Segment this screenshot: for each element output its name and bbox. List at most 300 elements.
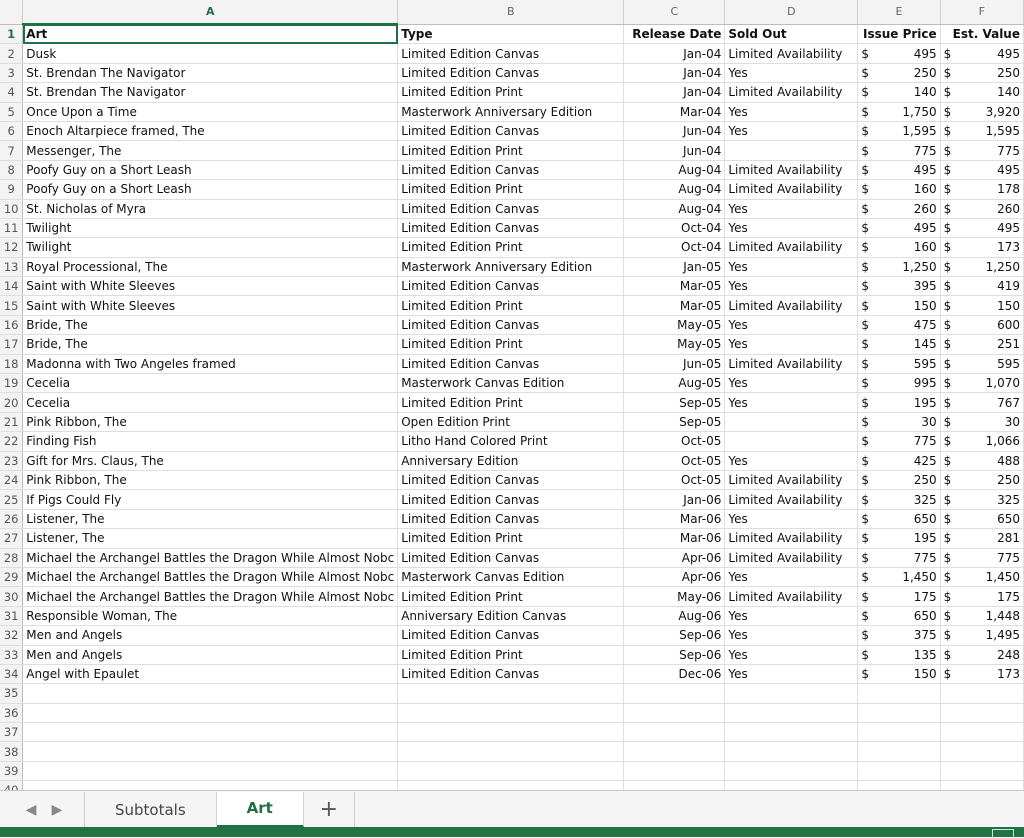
cell-type[interactable]: Limited Edition Print [398,393,624,412]
cell-est-value[interactable] [940,626,1023,645]
cell-issue-price[interactable] [858,567,940,586]
cell-issue-price[interactable] [858,180,940,199]
row-header[interactable]: 17 [0,335,23,354]
cell-est-value[interactable] [940,374,1023,393]
cell-release-date[interactable]: May-05 [624,315,725,334]
row-header[interactable]: 6 [0,121,23,140]
cell-art[interactable]: Twilight [23,238,398,257]
cell-est-value[interactable] [940,587,1023,606]
cell-release-date[interactable]: Aug-04 [624,199,725,218]
cell-release-date[interactable]: Sep-05 [624,412,725,431]
cell-issue-price[interactable] [858,354,940,373]
row-header[interactable]: 27 [0,529,23,548]
empty-cell[interactable] [725,723,858,742]
cell-issue-price[interactable] [858,470,940,489]
row-header[interactable]: 5 [0,102,23,121]
cell-art[interactable]: Michael the Archangel Battles the Dragon While Almost Nobc [23,587,398,606]
empty-cell[interactable] [858,703,940,722]
cell-issue-price[interactable] [858,63,940,82]
cell-type[interactable]: Limited Edition Canvas [398,470,624,489]
add-sheet-button[interactable]: + [304,792,355,828]
cell-release-date[interactable]: Sep-06 [624,626,725,645]
cell-type[interactable]: Limited Edition Print [398,141,624,160]
cell-sold-out[interactable]: Yes [725,218,858,237]
cell-sold-out[interactable]: Limited Availability [725,470,858,489]
cell-issue-price[interactable] [858,626,940,645]
cell-release-date[interactable]: Oct-05 [624,451,725,470]
cell-type[interactable]: Limited Edition Canvas [398,218,624,237]
column-header-a[interactable]: A [23,0,398,24]
cell-type[interactable]: Limited Edition Canvas [398,664,624,683]
cell-sold-out[interactable]: Limited Availability [725,180,858,199]
empty-cell[interactable] [940,761,1023,780]
cell-issue-price[interactable] [858,606,940,625]
cell-sold-out[interactable]: Limited Availability [725,83,858,102]
cell-sold-out[interactable]: Limited Availability [725,529,858,548]
cell-art[interactable]: Men and Angels [23,626,398,645]
cell-release-date[interactable]: Aug-04 [624,160,725,179]
cell-art[interactable]: Madonna with Two Angeles framed [23,354,398,373]
cell-sold-out[interactable]: Yes [725,63,858,82]
currency-value [944,219,1020,237]
cell-issue-price[interactable] [858,664,940,683]
cell-est-value[interactable] [940,548,1023,567]
row-header[interactable]: 16 [0,315,23,334]
cell-est-value[interactable] [940,63,1023,82]
cell-art[interactable]: Finding Fish [23,432,398,451]
empty-cell[interactable] [624,761,725,780]
cell-issue-price[interactable] [858,218,940,237]
cell-issue-price[interactable] [858,296,940,315]
currency-value [861,355,936,373]
cell-type[interactable]: Limited Edition Canvas [398,160,624,179]
cell-issue-price[interactable] [858,335,940,354]
cell-issue-price[interactable] [858,451,940,470]
cell-issue-price[interactable] [858,238,940,257]
cell-art[interactable]: Pink Ribbon, The [23,470,398,489]
cell-est-value[interactable] [940,509,1023,528]
empty-cell[interactable] [398,742,624,761]
currency-value [861,568,936,586]
cell-art[interactable]: Once Upon a Time [23,102,398,121]
cell-issue-price[interactable] [858,412,940,431]
cell-release-date[interactable]: Mar-04 [624,102,725,121]
cell-sold-out[interactable]: Yes [725,121,858,140]
cell-art[interactable]: Pink Ribbon, The [23,412,398,431]
cell-est-value[interactable] [940,432,1023,451]
cell-type[interactable]: Masterwork Canvas Edition [398,374,624,393]
row-header[interactable]: 19 [0,374,23,393]
cell-type[interactable]: Limited Edition Print [398,645,624,664]
amount: 419 [997,279,1020,294]
column-header-c[interactable]: C [624,0,725,24]
cell-est-value[interactable] [940,354,1023,373]
header-sold-out[interactable]: Sold Out [725,24,858,44]
row-header[interactable]: 3 [0,63,23,82]
cell-type[interactable]: Limited Edition Canvas [398,277,624,296]
row-header[interactable]: 11 [0,218,23,237]
row-header[interactable]: 14 [0,277,23,296]
cell-art[interactable]: Messenger, The [23,141,398,160]
empty-cell[interactable] [23,723,398,742]
cell-type[interactable]: Masterwork Anniversary Edition [398,102,624,121]
cell-issue-price[interactable] [858,374,940,393]
cell-type[interactable]: Limited Edition Canvas [398,626,624,645]
cell-sold-out[interactable]: Limited Availability [725,160,858,179]
cell-est-value[interactable] [940,490,1023,509]
empty-cell[interactable] [940,684,1023,703]
cell-est-value[interactable] [940,529,1023,548]
row-header[interactable]: 34 [0,664,23,683]
row-header[interactable]: 29 [0,567,23,586]
row-header[interactable]: 37 [0,723,23,742]
empty-cell[interactable] [23,742,398,761]
cell-release-date[interactable]: Sep-06 [624,645,725,664]
cell-sold-out[interactable]: Yes [725,315,858,334]
row-header[interactable]: 18 [0,354,23,373]
cell-sold-out[interactable]: Yes [725,626,858,645]
cell-issue-price[interactable] [858,257,940,276]
cell-est-value[interactable] [940,296,1023,315]
cell-est-value[interactable] [940,141,1023,160]
row-header[interactable]: 1 [0,24,23,44]
cell-est-value[interactable] [940,335,1023,354]
cell-issue-price[interactable] [858,83,940,102]
cell-sold-out[interactable]: Yes [725,257,858,276]
cell-type[interactable]: Limited Edition Canvas [398,44,624,63]
empty-cell[interactable] [940,703,1023,722]
empty-cell[interactable] [858,742,940,761]
cell-sold-out[interactable]: Yes [725,374,858,393]
cell-est-value[interactable] [940,121,1023,140]
empty-cell[interactable] [23,703,398,722]
cell-release-date[interactable]: May-06 [624,587,725,606]
cell-type[interactable]: Limited Edition Print [398,587,624,606]
empty-cell[interactable] [940,742,1023,761]
cell-sold-out[interactable]: Yes [725,567,858,586]
cell-art[interactable]: St. Brendan The Navigator [23,83,398,102]
cell-art[interactable]: Twilight [23,218,398,237]
cell-sold-out[interactable]: Limited Availability [725,548,858,567]
row-header[interactable]: 4 [0,83,23,102]
cell-sold-out[interactable]: Limited Availability [725,587,858,606]
cell-release-date[interactable]: Aug-05 [624,374,725,393]
row-header[interactable]: 15 [0,296,23,315]
cell-est-value[interactable] [940,277,1023,296]
empty-cell[interactable] [398,761,624,780]
cell-art[interactable]: Cecelia [23,393,398,412]
cell-type[interactable]: Limited Edition Print [398,296,624,315]
cell-type[interactable]: Limited Edition Print [398,83,624,102]
cell-issue-price[interactable] [858,490,940,509]
currency-symbol: $ [861,143,869,158]
row-header[interactable]: 10 [0,199,23,218]
cell-type[interactable]: Limited Edition Canvas [398,490,624,509]
empty-cell[interactable] [725,761,858,780]
row-header[interactable]: 12 [0,238,23,257]
row-header[interactable]: 30 [0,587,23,606]
cell-sold-out[interactable] [725,432,858,451]
cell-type[interactable]: Limited Edition Canvas [398,121,624,140]
cell-type[interactable]: Limited Edition Print [398,180,624,199]
empty-cell[interactable] [624,723,725,742]
row-header[interactable]: 21 [0,412,23,431]
cell-sold-out[interactable]: Limited Availability [725,296,858,315]
cell-est-value[interactable] [940,44,1023,63]
empty-cell[interactable] [398,684,624,703]
cell-issue-price[interactable] [858,141,940,160]
row-header[interactable]: 7 [0,141,23,160]
row-header[interactable]: 33 [0,645,23,664]
next-sheet-icon[interactable]: ▶ [51,801,63,818]
cell-release-date[interactable]: Oct-04 [624,218,725,237]
cell-art[interactable]: Michael the Archangel Battles the Dragon While Almost Nobc [23,567,398,586]
empty-cell[interactable] [940,723,1023,742]
empty-cell[interactable] [624,742,725,761]
cell-art[interactable]: St. Nicholas of Myra [23,199,398,218]
row-header[interactable]: 24 [0,470,23,489]
header-art[interactable]: Art [23,24,398,44]
row-header[interactable]: 13 [0,257,23,276]
currency-symbol: $ [943,221,952,236]
cell-release-date[interactable]: Mar-05 [624,296,725,315]
cell-release-date[interactable]: Apr-06 [624,567,725,586]
column-header-f[interactable]: F [940,0,1023,24]
row-header[interactable]: 25 [0,490,23,509]
cell-release-date[interactable]: May-05 [624,335,725,354]
cell-release-date[interactable]: Mar-06 [624,529,725,548]
cell-issue-price[interactable] [858,44,940,63]
cell-art[interactable]: Poofy Guy on a Short Leash [23,180,398,199]
cell-release-date[interactable]: Aug-04 [624,180,725,199]
select-all-corner[interactable] [0,0,23,24]
currency-value [944,142,1020,160]
cell-sold-out[interactable] [725,412,858,431]
row-header[interactable]: 9 [0,180,23,199]
cell-release-date[interactable]: Oct-04 [624,238,725,257]
cell-art[interactable]: Saint with White Sleeves [23,277,398,296]
cell-issue-price[interactable] [858,587,940,606]
empty-cell[interactable] [858,684,940,703]
column-header-b[interactable]: B [398,0,624,24]
cell-type[interactable]: Masterwork Anniversary Edition [398,257,624,276]
cell-est-value[interactable] [940,83,1023,102]
cell-sold-out[interactable]: Yes [725,102,858,121]
cell-art[interactable]: If Pigs Could Fly [23,490,398,509]
cell-sold-out[interactable]: Yes [725,199,858,218]
cell-est-value[interactable] [940,451,1023,470]
cell-release-date[interactable]: Dec-06 [624,664,725,683]
amount: 250 [997,473,1020,488]
column-header-d[interactable]: D [725,0,858,24]
cell-type[interactable]: Anniversary Edition Canvas [398,606,624,625]
empty-cell[interactable] [858,761,940,780]
cell-issue-price[interactable] [858,645,940,664]
cell-art[interactable]: Royal Processional, The [23,257,398,276]
cell-est-value[interactable] [940,664,1023,683]
cell-art[interactable]: Bride, The [23,335,398,354]
row-header[interactable]: 2 [0,44,23,63]
cell-type[interactable]: Limited Edition Canvas [398,509,624,528]
cell-art[interactable]: Listener, The [23,509,398,528]
cell-release-date[interactable]: Jan-04 [624,44,725,63]
cell-release-date[interactable]: Jun-04 [624,141,725,160]
row-header[interactable]: 39 [0,761,23,780]
cell-art[interactable]: Bride, The [23,315,398,334]
table-row [0,626,1024,645]
empty-cell[interactable] [858,723,940,742]
row-header[interactable]: 32 [0,626,23,645]
row-header[interactable]: 36 [0,703,23,722]
row-header[interactable]: 20 [0,393,23,412]
cell-art[interactable]: Angel with Epaulet [23,664,398,683]
cell-sold-out[interactable]: Yes [725,277,858,296]
cell-sold-out[interactable]: Yes [725,509,858,528]
cell-art[interactable]: Listener, The [23,529,398,548]
cell-art[interactable]: Poofy Guy on a Short Leash [23,160,398,179]
cell-issue-price[interactable] [858,509,940,528]
cell-art[interactable]: Enoch Altarpiece framed, The [23,121,398,140]
cell-est-value[interactable] [940,180,1023,199]
row-header[interactable]: 31 [0,606,23,625]
cell-release-date[interactable]: Jan-04 [624,63,725,82]
cell-art[interactable]: Responsible Woman, The [23,606,398,625]
header-release-date[interactable]: Release Date [624,24,725,44]
cell-est-value[interactable] [940,470,1023,489]
page-layout-view-icon[interactable] [992,829,1014,838]
row-header[interactable]: 28 [0,548,23,567]
row-header[interactable]: 35 [0,684,23,703]
cell-est-value[interactable] [940,606,1023,625]
amount: 475 [913,318,937,333]
empty-cell[interactable] [624,684,725,703]
empty-cell[interactable] [725,703,858,722]
cell-release-date[interactable]: Jun-04 [624,121,725,140]
cell-type[interactable]: Limited Edition Canvas [398,199,624,218]
cell-type[interactable]: Limited Edition Print [398,529,624,548]
cell-sold-out[interactable]: Limited Availability [725,238,858,257]
prev-sheet-icon[interactable]: ◀ [25,801,37,818]
empty-cell[interactable] [624,703,725,722]
cell-art[interactable]: Gift for Mrs. Claus, The [23,451,398,470]
row-header[interactable]: 23 [0,451,23,470]
cell-release-date[interactable]: Mar-06 [624,509,725,528]
cell-sold-out[interactable]: Yes [725,335,858,354]
cell-sold-out[interactable]: Yes [725,451,858,470]
cell-est-value[interactable] [940,393,1023,412]
cell-type[interactable]: Anniversary Edition [398,451,624,470]
cell-sold-out[interactable]: Limited Availability [725,490,858,509]
cell-est-value[interactable] [940,315,1023,334]
cell-issue-price[interactable] [858,432,940,451]
cell-issue-price[interactable] [858,160,940,179]
cell-est-value[interactable] [940,645,1023,664]
cell-release-date[interactable]: Oct-05 [624,470,725,489]
cell-sold-out[interactable]: Yes [725,664,858,683]
cell-issue-price[interactable] [858,121,940,140]
cell-release-date[interactable]: Aug-06 [624,606,725,625]
cell-type[interactable]: Limited Edition Print [398,335,624,354]
currency-value [861,471,936,489]
empty-cell[interactable] [23,761,398,780]
cell-issue-price[interactable] [858,548,940,567]
cell-issue-price[interactable] [858,315,940,334]
cell-type[interactable]: Litho Hand Colored Print [398,432,624,451]
cell-sold-out[interactable]: Yes [725,393,858,412]
column-header-e[interactable]: E [858,0,940,24]
sheet-tab-subtotals[interactable]: Subtotals [85,792,217,828]
row-header[interactable]: 26 [0,509,23,528]
cell-sold-out[interactable]: Limited Availability [725,354,858,373]
cell-issue-price[interactable] [858,529,940,548]
cell-type[interactable]: Masterwork Canvas Edition [398,567,624,586]
cell-release-date[interactable]: Oct-05 [624,432,725,451]
cell-issue-price[interactable] [858,199,940,218]
cell-release-date[interactable]: Jun-05 [624,354,725,373]
cell-est-value[interactable] [940,238,1023,257]
cell-sold-out[interactable]: Limited Availability [725,44,858,63]
sheet-tab-art[interactable]: Art [217,792,304,828]
empty-cell[interactable] [725,684,858,703]
cell-type[interactable]: Limited Edition Canvas [398,315,624,334]
header-type[interactable]: Type [398,24,624,44]
cell-art[interactable]: St. Brendan The Navigator [23,63,398,82]
cell-issue-price[interactable] [858,102,940,121]
cell-issue-price[interactable] [858,393,940,412]
row-header[interactable]: 8 [0,160,23,179]
header-issue-price[interactable]: Issue Price [858,24,940,44]
empty-cell[interactable] [398,703,624,722]
cell-art[interactable]: Saint with White Sleeves [23,296,398,315]
cell-sold-out[interactable]: Yes [725,645,858,664]
cell-est-value[interactable] [940,412,1023,431]
row-header[interactable]: 38 [0,742,23,761]
cell-art[interactable]: Men and Angels [23,645,398,664]
row-header[interactable]: 22 [0,432,23,451]
header-est-value[interactable]: Est. Value [940,24,1023,44]
currency-value [861,394,936,412]
cell-release-date[interactable]: Jan-04 [624,83,725,102]
cell-est-value[interactable] [940,102,1023,121]
cell-type[interactable]: Limited Edition Print [398,238,624,257]
cell-release-date[interactable]: Jan-06 [624,490,725,509]
empty-cell[interactable] [23,684,398,703]
cell-release-date[interactable]: Sep-05 [624,393,725,412]
cell-est-value[interactable] [940,257,1023,276]
cell-art[interactable]: Michael the Archangel Battles the Dragon While Almost Nobc [23,548,398,567]
cell-art[interactable]: Dusk [23,44,398,63]
cell-issue-price[interactable] [858,277,940,296]
cell-type[interactable]: Open Edition Print [398,412,624,431]
cell-est-value[interactable] [940,218,1023,237]
cell-sold-out[interactable] [725,141,858,160]
cell-type[interactable]: Limited Edition Canvas [398,63,624,82]
cell-release-date[interactable]: Apr-06 [624,548,725,567]
cell-release-date[interactable]: Jan-05 [624,257,725,276]
cell-release-date[interactable]: Mar-05 [624,277,725,296]
cell-type[interactable]: Limited Edition Canvas [398,548,624,567]
empty-cell[interactable] [398,723,624,742]
cell-sold-out[interactable]: Yes [725,606,858,625]
cell-type[interactable]: Limited Edition Canvas [398,354,624,373]
currency-value [944,238,1020,256]
cell-art[interactable]: Cecelia [23,374,398,393]
cell-est-value[interactable] [940,160,1023,179]
cell-est-value[interactable] [940,567,1023,586]
empty-cell[interactable] [725,742,858,761]
cell-est-value[interactable] [940,199,1023,218]
amount: 495 [913,221,937,236]
